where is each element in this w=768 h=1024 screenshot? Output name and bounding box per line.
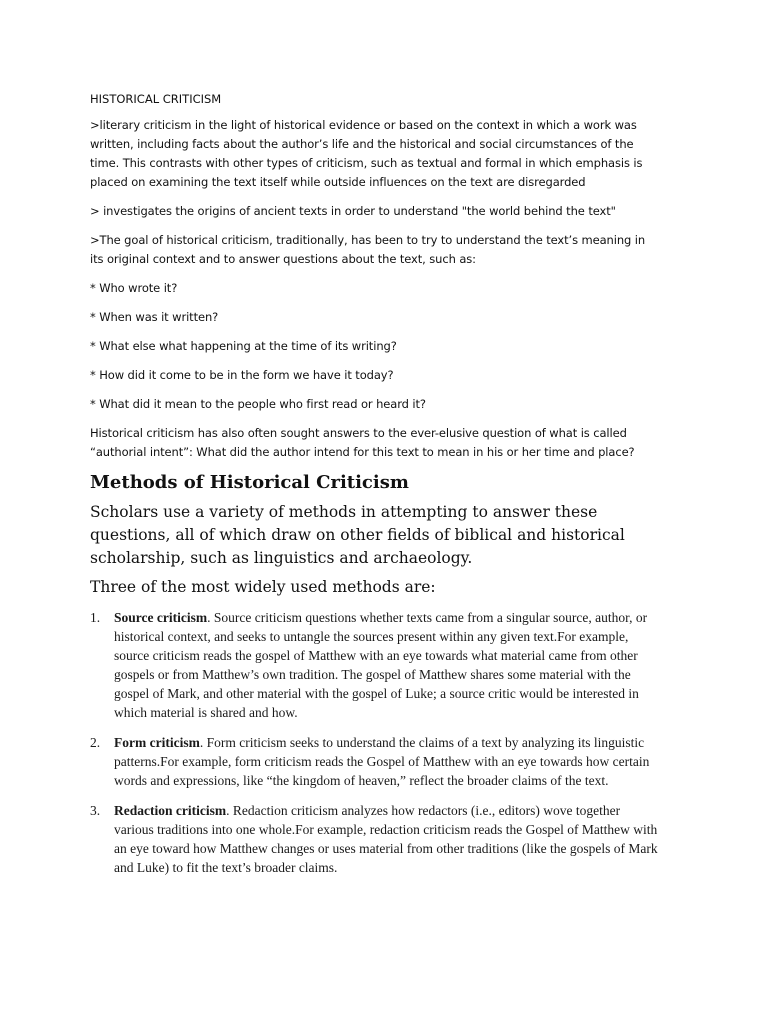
method-term: Redaction criticism [114, 803, 227, 818]
question-item: * How did it come to be in the form we have it today? [90, 368, 394, 382]
method-item-form [90, 733, 660, 790]
method-description: . Form criticism seeks to understand the claims of a text by analyzing its linguistic patterns.For example, form criticism reads the Gospel of Matthew with an eye towards how certain words and expressions, like “the kingdom of heaven,” reflect the broader claims of the text. [114, 735, 650, 788]
document-content [90, 92, 660, 888]
method-description: . Source criticism questions whether texts came from a singular source, author, or historical context, and seeks to untangle the sources present within any given text.For example, source criticism reads the gospel of Matthew with an eye towards what material came from other gospels or from Matthew’s own tradition. The gospel of Matthew shares some material with the gospel of Mark, and other material with the gospel of Luke; a source critic would be interested in which material is shared and how. [114, 610, 648, 720]
methods-intro: Scholars use a variety of methods in attempting to answer these questions, all of which draw on other fields of biblical and historical scholarship, such as linguistics and archaeology. [90, 503, 625, 567]
authorial-intent-paragraph: Historical criticism has also often sought answers to the ever-elusive question of what is called “authorial intent”: What did the author intend for this text to mean in his or her time and place? [90, 426, 635, 459]
method-item-redaction [90, 801, 660, 877]
method-number: 2. [90, 735, 101, 750]
method-number: 3. [90, 803, 101, 818]
question-item: * What did it mean to the people who first read or heard it? [90, 397, 426, 411]
method-description: . Redaction criticism analyzes how redactors (i.e., editors) wove together various traditions into one whole.For example, redaction criticism reads the Gospel of Matthew with an eye toward how Matthew changes or uses material from other traditions (like the gospels of Mark and Luke) to fit the text’s broader claims. [114, 803, 658, 875]
methods-subheading: Three of the most widely used methods are: [90, 578, 436, 596]
intro-paragraph-1: >literary criticism in the light of historical evidence or based on the context in which a work was written, including facts about the author’s life and the historical and social circumstances of the time. This contrasts with other types of criticism, such as textual and formal in which emphasis is placed on examining the text itself while outside influences on the text are disregarded [90, 118, 643, 189]
methods-heading: Methods of Historical Criticism [90, 472, 409, 493]
question-item: * What else what happening at the time of its writing? [90, 339, 397, 353]
intro-paragraph-2: > investigates the origins of ancient texts in order to understand "the world behind the text" [90, 204, 616, 218]
method-number: 1. [90, 610, 101, 625]
document-title: HISTORICAL CRITICISM [90, 92, 222, 106]
question-item: * When was it written? [90, 310, 219, 324]
methods-list [90, 608, 660, 877]
intro-paragraph-3: >The goal of historical criticism, traditionally, has been to try to understand the text’s meaning in its original context and to answer questions about the text, such as: [90, 233, 646, 266]
method-term: Source criticism [114, 610, 208, 625]
question-list [90, 279, 660, 414]
question-item: * Who wrote it? [90, 281, 178, 295]
method-item-source [90, 608, 660, 722]
method-term: Form criticism [114, 735, 200, 750]
